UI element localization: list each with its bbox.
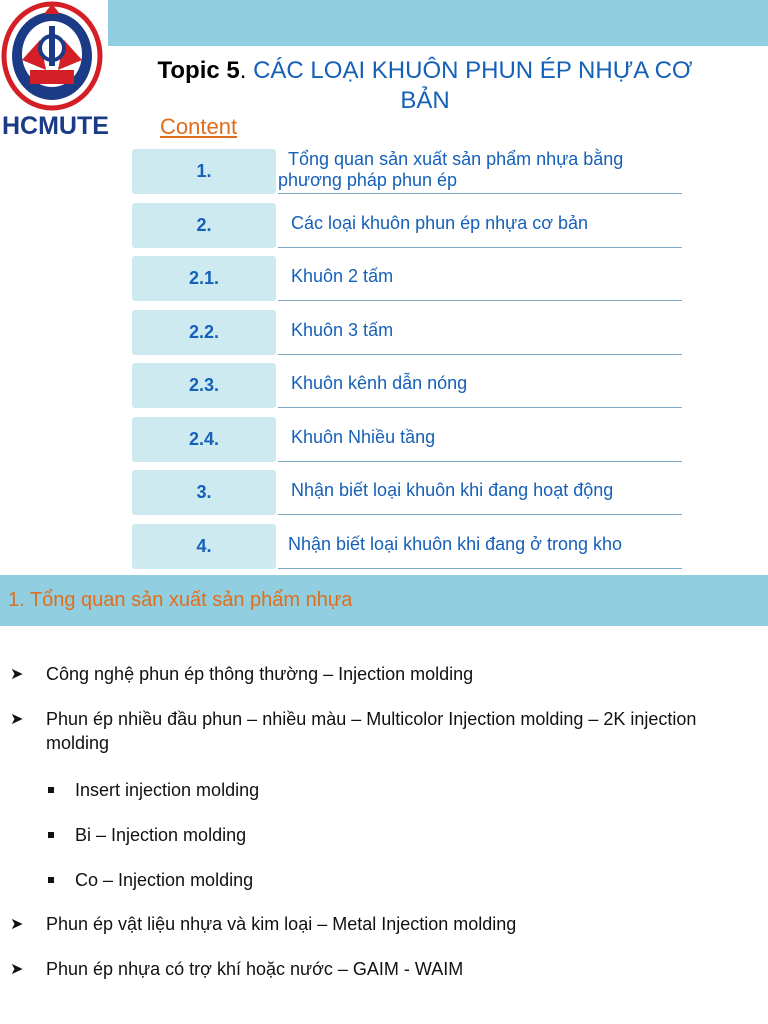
toc-text <box>278 360 682 408</box>
toc-number: 3. <box>132 470 276 515</box>
content-link[interactable]: Content <box>160 114 238 139</box>
table-of-contents <box>130 146 686 574</box>
toc-text <box>278 521 682 569</box>
toc-label: Khuôn Nhiều tầng <box>291 426 436 447</box>
square-bullet-icon <box>48 877 54 883</box>
toc-label: Tổng quan sản xuất sản phẩm nhựa bằng phương pháp phun ép <box>278 148 624 190</box>
toc-label: Khuôn 2 tấm <box>291 266 394 286</box>
toc-number: 2.2. <box>132 310 276 355</box>
arrow-bullet-icon: ➤ <box>10 711 24 728</box>
toc-text <box>278 253 682 301</box>
sub-bullet-item: Bi – Injection molding <box>75 825 247 845</box>
arrow-bullet-icon: ➤ <box>10 961 24 978</box>
toc-row[interactable] <box>130 360 686 414</box>
toc-label: Các loại khuôn phun ép nhựa cơ bản <box>291 212 589 233</box>
bullet-item: Phun ép nhựa có trợ khí hoặc nước – GAIM - WAIM <box>46 959 464 979</box>
arrow-bullet-icon: ➤ <box>10 666 24 683</box>
bullet-item: Phun ép vật liệu nhựa và kim loại – Metal Injection molding <box>46 914 517 934</box>
toc-text <box>278 307 682 355</box>
toc-number: 2. <box>132 203 276 248</box>
toc-row[interactable] <box>130 307 686 361</box>
toc-label: Nhận biết loại khuôn khi đang ở trong kho <box>288 533 623 554</box>
page-title <box>140 56 710 116</box>
section-title: 1. Tổng quan sản xuất sản phẩm nhựa <box>8 589 353 611</box>
header-band <box>108 0 768 46</box>
toc-row[interactable] <box>130 414 686 468</box>
toc-label: Khuôn kênh dẫn nóng <box>291 373 468 393</box>
toc-number: 2.4. <box>132 417 276 462</box>
toc-label: Nhận biết loại khuôn khi đang hoạt động <box>291 480 614 500</box>
toc-text <box>278 467 682 515</box>
logo-text: HCMUTE <box>2 112 109 140</box>
arrow-bullet-icon: ➤ <box>10 916 24 933</box>
toc-row[interactable] <box>130 253 686 307</box>
toc-number: 2.1. <box>132 256 276 301</box>
square-bullet-icon <box>48 787 54 793</box>
sub-bullet-item: Insert injection molding <box>75 780 260 800</box>
toc-number: 1. <box>132 149 276 194</box>
title-topic: Topic 5 <box>157 57 240 84</box>
bullet-item: Công nghệ phun ép thông thường – Injection molding <box>46 664 474 684</box>
toc-number: 2.3. <box>132 363 276 408</box>
toc-row[interactable] <box>130 467 686 521</box>
toc-row[interactable] <box>130 146 686 200</box>
toc-text <box>278 414 682 462</box>
toc-row[interactable] <box>130 200 686 254</box>
title-separator: . <box>239 57 254 84</box>
toc-number: 4. <box>132 524 276 569</box>
sub-bullet-item: Co – Injection molding <box>75 870 254 890</box>
title-main: CÁC LOẠI KHUÔN PHUN ÉP NHỰA CƠ BẢN <box>253 57 693 114</box>
bullet-item: Phun ép nhiều đầu phun – nhiều màu – Multicolor Injection molding – 2K injection molding <box>46 709 697 753</box>
square-bullet-icon <box>48 832 54 838</box>
toc-text <box>278 146 682 194</box>
toc-row[interactable] <box>130 521 686 575</box>
toc-label: Khuôn 3 tấm <box>291 319 394 340</box>
toc-text <box>278 200 682 248</box>
